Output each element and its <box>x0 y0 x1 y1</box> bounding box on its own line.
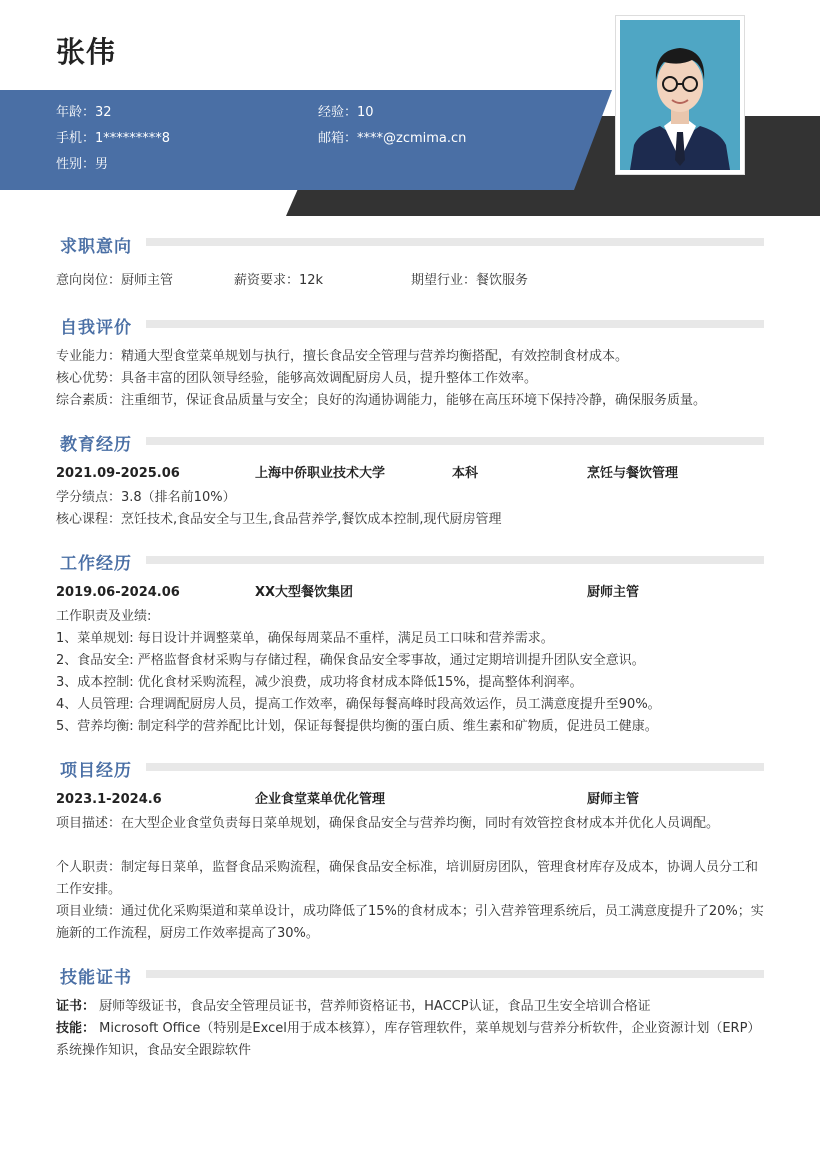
work-company: XX大型餐饮集团 <box>255 585 354 600</box>
work-item: 1、菜单规划: 每日设计并调整菜单，确保每周菜品不重样，满足员工口味和营养需求。 <box>56 631 554 646</box>
skills-label: 技能： <box>56 1021 96 1036</box>
section-title-intent: 求职意向 <box>60 237 132 257</box>
project-duty: 个人职责：制定每日菜单，监督食品采购流程，确保食品安全标准，培训厨房团队，管理食材库存及成本，协调人员分工和工作安排。 <box>56 860 759 897</box>
age-info: 年龄：32 <box>56 105 112 120</box>
project-result: 项目业绩：通过优化采购渠道和菜单设计，成功降低了15%的食材成本；引入营养管理系统后，员工满意度提升了20%；实施新的工作流程，厨房工作效率提高了30%。 <box>56 904 764 941</box>
self-line: 核心优势：具备丰富的团队领导经验，能够高效调配厨房人员，提升整体工作效率。 <box>56 371 538 386</box>
section-divider <box>146 556 764 564</box>
work-item: 2、食品安全: 严格监督食材采购与存储过程，确保食品安全零事故，通过定期培训提升团队安全意识。 <box>56 653 645 668</box>
section-title-education: 教育经历 <box>60 435 132 455</box>
profile-photo-frame <box>616 16 744 174</box>
section-divider <box>146 437 764 445</box>
section-title-project: 项目经历 <box>60 761 132 781</box>
section-divider <box>146 238 764 246</box>
work-item: 3、成本控制: 优化食材采购流程，减少浪费，成功将食材成本降低15%，提高整体利润率。 <box>56 675 583 690</box>
intent-salary: 薪资要求：12k <box>234 273 324 288</box>
education-courses: 核心课程：烹饪技术,食品安全与卫生,食品营养学,餐饮成本控制,现代厨房管理 <box>56 512 502 527</box>
section-title-self: 自我评价 <box>60 318 132 338</box>
education-gpa: 学分绩点：3.8（排名前10%） <box>56 490 236 505</box>
work-item: 4、人员管理: 合理调配厨房人员，提高工作效率，确保每餐高峰时段高效运作，员工满意度提升至90%。 <box>56 697 661 712</box>
section-title-work: 工作经历 <box>60 554 132 574</box>
intent-industry: 期望行业：餐饮服务 <box>411 273 529 288</box>
gender-info: 性别：男 <box>56 157 109 172</box>
phone-info: 手机：1*********8 <box>56 131 171 146</box>
skills-text: Microsoft Office（特别是Excel用于成本核算），库存管理软件，菜单规划与营养分析软件，企业资源计划（ERP）系统操作知识，食品安全跟踪软件 <box>56 1021 761 1058</box>
section-divider <box>146 320 764 328</box>
education-major: 烹饪与餐饮管理 <box>587 466 679 481</box>
self-line: 综合素质：注重细节，保证食品质量与安全；良好的沟通协调能力，能够在高压环境下保持冷静，确保服务质量。 <box>56 393 707 408</box>
education-degree: 本科 <box>452 466 479 481</box>
project-name: 企业食堂菜单优化管理 <box>255 792 386 807</box>
work-role: 厨师主管 <box>587 585 640 600</box>
section-divider <box>146 970 764 978</box>
skills-certificates <box>56 996 766 1018</box>
education-school: 上海中侨职业技术大学 <box>255 466 386 481</box>
section-divider <box>146 763 764 771</box>
work-intro: 工作职责及业绩: <box>56 609 152 624</box>
work-item: 5、营养均衡: 制定科学的营养配比计划，保证每餐提供均衡的蛋白质、维生素和矿物质，促进员工健康。 <box>56 719 658 734</box>
skills-abilities <box>56 1018 766 1062</box>
certificates-text: 厨师等级证书，食品安全管理员证书，营养师资格证书，HACCP认证，食品卫生安全培训合格证 <box>99 999 651 1014</box>
project-role: 厨师主管 <box>587 792 640 807</box>
profile-photo <box>620 20 740 170</box>
candidate-name: 张伟 <box>56 35 117 69</box>
experience-info: 经验：10 <box>318 105 374 120</box>
work-period: 2019.06-2024.06 <box>56 585 180 600</box>
project-description: 项目描述：在大型企业食堂负责每日菜单规划，确保食品安全与营养均衡，同时有效管控食材成本并优化人员调配。 <box>56 816 720 831</box>
section-title-skills: 技能证书 <box>60 968 132 988</box>
email-info: 邮箱：****@zcmima.cn <box>318 131 467 146</box>
education-period: 2021.09-2025.06 <box>56 466 180 481</box>
project-period: 2023.1-2024.6 <box>56 792 162 807</box>
certificates-label: 证书： <box>56 999 96 1014</box>
self-line: 专业能力：精通大型食堂菜单规划与执行，擅长食品安全管理与营养均衡搭配，有效控制食材成本。 <box>56 349 629 364</box>
intent-position: 意向岗位：厨师主管 <box>56 273 174 288</box>
